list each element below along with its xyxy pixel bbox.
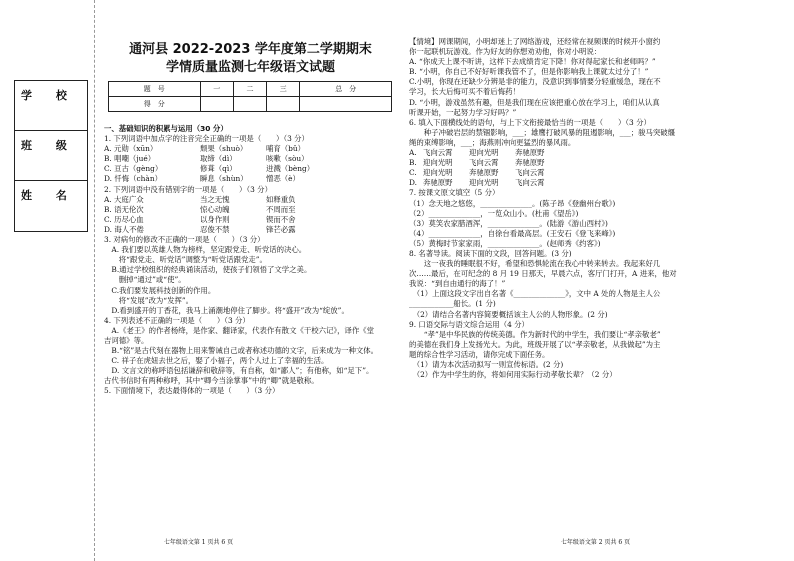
fill-line: （1）念天地之悠悠，______________。(陈子昂《登幽州台歌》) (409, 198, 616, 208)
text-line: 题的综合性学习活动，请你完成下面任务。 (409, 349, 550, 359)
fill-line: （5）黄梅时节家家雨，______________。(赵师秀《约客》) (409, 238, 601, 248)
score-table (108, 81, 392, 112)
text-line: （1）上面这段文字出自名著《______________》，文中 A 处的人物是主人公 (409, 289, 661, 299)
option: 飞向云霄 (515, 168, 545, 178)
option: 不周而至 (266, 204, 296, 214)
score-input-cell[interactable] (300, 97, 392, 112)
option: 憎恶（è） (266, 174, 300, 184)
page-title-line2: 学情质量监测七年级语文试题 (165, 60, 335, 75)
q6-option-row (409, 168, 789, 178)
option-letter: A. (409, 148, 417, 158)
question-4: 4. 下列表述不正确的一项是（ ）（3 分） (104, 315, 250, 325)
option: 飞向云霄 (515, 178, 545, 188)
fill-line: （2）______________，一览众山小。(杜甫《望岳》) (409, 208, 579, 218)
score-input-cell[interactable] (200, 97, 233, 112)
score-value-row (109, 97, 392, 112)
option-letter: D. (409, 178, 418, 188)
class-cell (15, 131, 87, 181)
q6-option-row (409, 178, 789, 188)
text-line: C. 祥子在虎妞去世之后，娶了小福子，两个人过上了幸福的生活。 (104, 356, 329, 366)
page-title-line1: 通河县 2022-2023 学年度第二学期期末 (129, 42, 372, 57)
option: B. 唱嘲（jué） (104, 154, 156, 164)
text-line: B.通过学校组织的经典诵读活动，使孩子们领悟了文学之美。 (104, 265, 312, 275)
option: 飞向云霄 (423, 148, 453, 158)
option: 颓果（shuò） (200, 144, 248, 154)
option: B. 语无伦次 (104, 204, 144, 214)
text-line: B. “小明，你自己不好好听课我管不了，但是你影响我上课就太过分了！” (409, 67, 649, 77)
question-5: 5. 下面情境下，表达最得体的一项是（ ）（3 分） (104, 386, 280, 396)
option: 奔驰原野 (515, 148, 545, 158)
score-row-label: 得 分 (109, 97, 201, 112)
text-line: 绳的束缚影响，___；海燕则冲向更猛烈的暴风雨。 (409, 137, 576, 147)
fill-line: （3）莫笑农家腊酒浑，______________。(陆游《游山西村》) (409, 218, 608, 228)
binding-strip (14, 80, 88, 232)
score-header-cell: 二 (233, 82, 266, 97)
question-2: 2. 下列词语中没有错别字的一项是（ ）（3 分） (104, 184, 272, 194)
text-line: 将“跟党走、听党话”调整为“听党话跟党走”。 (104, 255, 267, 265)
score-input-cell[interactable] (267, 97, 300, 112)
question-3: 3. 对病句的修改不正确的一项是（ ）（3 分） (104, 235, 265, 245)
text-line: 这一夜我的睡眠很不好，希望和恐惧轮流在我心中转来转去。我起来好几 (409, 259, 661, 269)
option: C. 历尽心血 (104, 214, 144, 224)
score-header-cell: 一 (200, 82, 233, 97)
name-label: 姓 名 (21, 189, 77, 202)
option: 瞬息（shùn） (200, 174, 248, 184)
text-line: 种子冲破岩层的禁锢影响，___；雄鹰打破风暴的阻遏影响，___；骏马突破缰 (409, 127, 676, 137)
option: 迎向光明 (423, 168, 453, 178)
q1-option-row (104, 154, 394, 164)
right-page (397, 0, 794, 561)
section-heading: 一、基础知识的积累与运用（30 分） (104, 124, 228, 133)
q2-option-row (104, 225, 394, 235)
text-line: （1）请为本次活动拟写一则宣传标语。(2 分) (409, 360, 564, 369)
option: 锲而不舍 (266, 214, 296, 224)
option: D. 忏悔（chàn） (104, 174, 162, 184)
page-footer-right: 七年级语文第 2 页共 6 页 (560, 539, 631, 546)
option: 奔驰原野 (515, 158, 545, 168)
text-line: （2）作为中学生的你，将如何用实际行动孝敬长辈？（2 分） (409, 370, 617, 380)
option: 迎向光明 (469, 148, 499, 158)
score-header-row (109, 82, 392, 97)
text-line: C.我们要发展科技创新的作用。 (104, 285, 216, 295)
option: 迎向光明 (469, 178, 499, 188)
option: A. 大庭广众 (104, 194, 144, 204)
fill-line: （4）______________，自徐台看最高层。(王安石《登飞来峰》) (409, 228, 616, 238)
left-body (104, 124, 394, 397)
q6-option-row (409, 148, 789, 158)
option: 当之无愧 (200, 194, 230, 204)
option: 迸溅（bèng） (266, 164, 315, 174)
text-line: B.“铭”是古代刻在器物上用来警诫自己或者称述功德的文字，后来成为一种文体。 (104, 346, 379, 356)
school-label: 学 校 (21, 89, 77, 102)
q6-option-row (409, 158, 789, 168)
option: 如释重负 (266, 194, 296, 204)
q1-option-row (104, 144, 394, 154)
option: 忍俊不禁 (200, 224, 230, 234)
option-letter: B. (409, 158, 417, 168)
option: 奔驰原野 (469, 168, 499, 178)
option-letter: C. (409, 168, 417, 178)
text-line: C.小明，你现在还缺少分辨是非的能力，没意识到事情要分轻重缓急，现在不 (409, 77, 661, 87)
text-line: 【情境】网课期间，小明却迷上了网络游戏，还经常在视频课的时候开小窗约 (409, 37, 661, 46)
option: D. 诲人不倦 (104, 224, 144, 234)
option: 迎向光明 (423, 158, 453, 168)
text-line: 你一起联机玩游戏。作为好友的你想劝劝他，你对小明说： (409, 47, 602, 57)
score-header-cell: 总 分 (300, 82, 392, 97)
question-7: 7. 按课文原文填空（5 分） (409, 188, 500, 198)
text-line: 的美德在我们身上发扬光大。为此，班级开展了以“孝亲敬老，从我做起”为主 (409, 339, 661, 349)
text-line: “孝”是中华民族的传统美德。作为新时代的中学生，我们要让“孝亲敬老” (409, 329, 661, 339)
option: A. 元勋（xūn） (104, 144, 158, 154)
text-line: （2）请结合名著内容简要概括该主人公的人物形象。(2 分) (409, 309, 608, 319)
page-footer-left: 七年级语文第 1 页共 6 页 (163, 539, 234, 546)
right-body (409, 37, 789, 380)
text-line: A.《老王》的作者杨绛，是作家、翻译家，代表作有散文《干校六记》，译作《堂 (104, 325, 375, 335)
q1-option-row (104, 164, 394, 174)
option: 惊心动魄 (200, 204, 230, 214)
option: C. 亘古（gèng） (104, 164, 163, 174)
text-line: 古代书信时有两种称呼，其中“卿今当涂掌事”中的“卿”就是敬称。 (104, 376, 319, 386)
option: 锋芒必露 (266, 224, 296, 234)
question-1: 1. 下列词语中加点字的注音完全正确的一项是（ ）（3 分） (104, 134, 309, 144)
text-line: 听课开始，一起努力学习好吗？” (409, 107, 517, 117)
q2-option-row (104, 215, 394, 225)
question-8: 8. 名著导读。阅读下面的文段，回答问题。(3 分) (409, 248, 572, 258)
option: 以身作则 (200, 214, 230, 224)
text-line: 学习，长大后悔可买不着后悔药！ (409, 87, 520, 97)
option: 哺育（bǔ） (266, 144, 306, 154)
option: 修葺（qì） (200, 164, 237, 174)
option: 飞向云霄 (469, 158, 499, 168)
binding-line (94, 0, 95, 561)
class-label: 班 级 (21, 139, 77, 152)
score-input-cell[interactable] (233, 97, 266, 112)
text-line: 将“发展”改为“发挥”。 (104, 295, 194, 305)
text-line: 我说：“到自由通行的海了！” (409, 279, 506, 289)
score-header-cell: 三 (267, 82, 300, 97)
text-line: D.看到盛开的丁香花，我马上涌潮地停住了脚步。将“盛开”改为“绽放”。 (104, 305, 349, 315)
score-header-cell: 题 号 (109, 82, 201, 97)
option: 取缔（dì） (200, 154, 237, 164)
q1-option-row (104, 174, 394, 184)
q2-option-row (104, 195, 394, 205)
text-line: D. “小明，游戏虽然有趣，但是我们现在应该把重心放在学习上，咱们从认真 (409, 97, 660, 107)
text-line: ____________船长。(1 分) (409, 299, 496, 309)
name-cell (15, 181, 87, 230)
option: 咳嗽（sòu） (266, 154, 309, 164)
text-line: D. 文言文的称呼语包括谦辞和敬辞等，有自称，如“鄙人”；有他称，如“足下”。 (104, 366, 374, 376)
text-line: 删掉“通过”或“使”。 (104, 275, 186, 285)
q2-option-row (104, 205, 394, 215)
text-line: 吉诃德》等。 (104, 335, 149, 345)
school-cell (15, 81, 87, 131)
text-line: A. 我们要以英雄人物为榜样，坚定跟党走、听党话的决心。 (104, 245, 307, 255)
option: 奔驰原野 (423, 178, 453, 188)
question-6: 6. 填入下面横线处的语句，与上下文衔接最恰当的一项是（ ）（3 分） (409, 117, 651, 127)
text-line: 次……最后，在可纪念的 8 月 19 日那天，早晨六点，客厅门打开，A 进来，他对 (409, 269, 677, 279)
question-9: 9. 口语交际与语文综合运用（4 分） (409, 319, 529, 329)
text-line: A. “你成天上课不听讲，这样下去成绩肯定下降！你对得起家长和老师吗？” (409, 57, 656, 67)
